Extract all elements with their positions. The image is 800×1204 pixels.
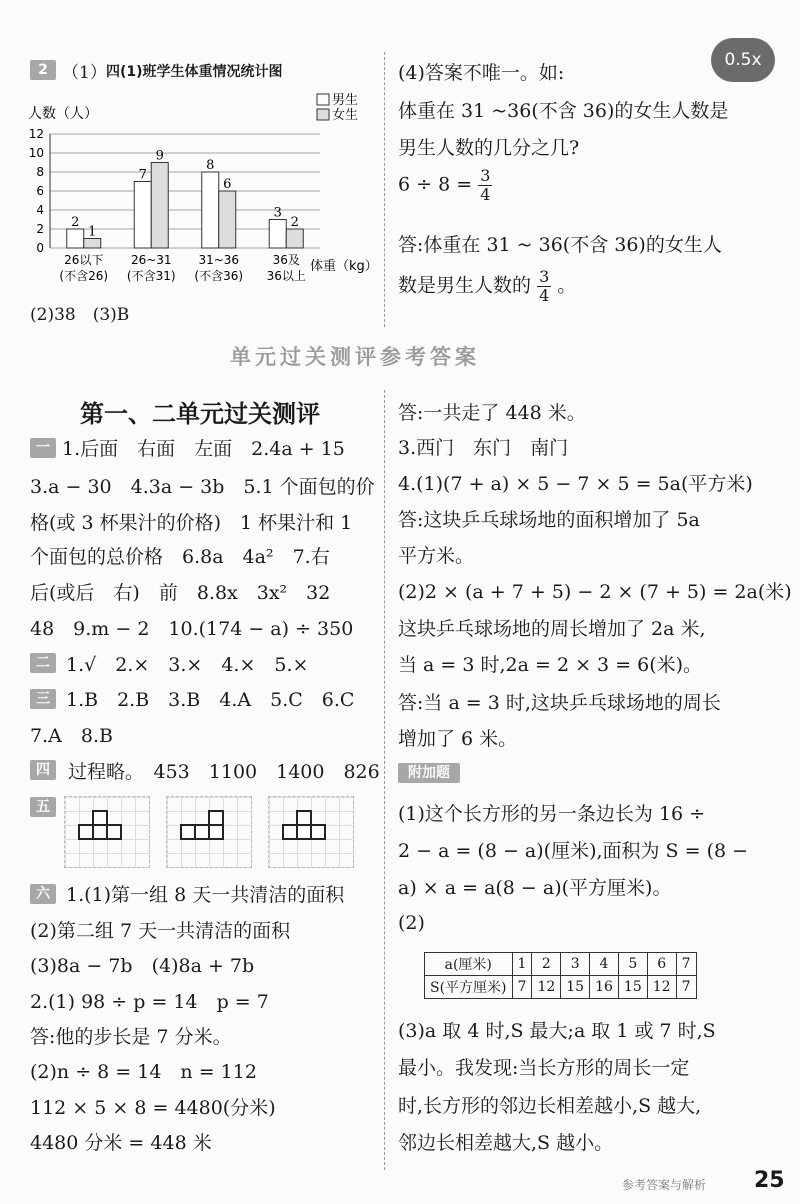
table-cell: 1: [512, 953, 532, 976]
q2-answers: (2)38 (3)B: [30, 305, 130, 325]
bar-boy: [134, 182, 151, 249]
column-divider-top: [384, 52, 385, 327]
answer-line: (1)这个长方形的另一条边长为 16 ÷: [398, 803, 706, 825]
table-cell: 4: [590, 953, 619, 976]
x-tick-label: (不含26): [59, 269, 109, 283]
y-tick-label: 0: [36, 241, 44, 255]
answer-line: 个面包的总价格 6.8a 4a² 7.右: [30, 546, 330, 568]
weight-bar-chart: [20, 88, 380, 298]
bar-value-label: 3: [273, 205, 282, 221]
y-tick-label: 8: [36, 165, 44, 179]
answer-line: 增加了 6 米。: [398, 728, 518, 750]
legend-girl-swatch: [317, 109, 329, 120]
section-badge: 三: [30, 689, 56, 709]
bar-boy: [269, 220, 286, 249]
table-cell: 7: [676, 976, 696, 999]
table-cell: 2: [532, 953, 561, 976]
x-tick-label: 31~36: [198, 253, 240, 267]
table-cell: 5: [618, 953, 647, 976]
x-tick-label: (不含31): [126, 269, 176, 283]
bar-value-label: 2: [290, 215, 299, 230]
answer-line: (2)第二组 7 天一共清洁的面积: [30, 920, 291, 942]
answer-line: 1.(1)第一组 8 天一共清洁的面积: [66, 884, 345, 906]
question-badge: 2: [30, 60, 56, 80]
fraction: $\frac{3}{4}$: [480, 166, 491, 204]
legend-boy-label: 男生: [332, 93, 359, 108]
answer-line: 过程略。 453 1100 1400 826: [68, 761, 380, 783]
answer-line: 最小。我发现:当长方形的周长一定: [398, 1057, 690, 1079]
answer-line: 答:一共走了 448 米。: [398, 402, 586, 424]
answer-line: 1.B 2.B 3.B 4.A 5.C 6.C: [66, 689, 355, 711]
answer-line: 1.√ 2.× 3.× 4.× 5.×: [66, 654, 309, 676]
table-header: a(厘米): [425, 953, 513, 976]
bar-value-label: 6: [223, 177, 232, 192]
answer-line: (4)答案不唯一。如:: [398, 62, 565, 84]
section-title: 单元过关测评参考答案: [230, 345, 480, 369]
x-tick-label: 36及: [272, 253, 300, 267]
fraction: $\frac{3}{4}$: [539, 267, 550, 305]
x-tick-label: (不含36): [194, 269, 244, 283]
table-cell: 16: [590, 976, 619, 999]
bar-boy: [67, 229, 84, 248]
table-cell: 15: [561, 976, 590, 999]
answer-line: 1.后面 右面 左面 2.4a + 15: [62, 438, 345, 460]
answer-text: 数是男生人数的: [398, 274, 532, 297]
table-cell: 6: [647, 953, 676, 976]
section-badge: 一: [30, 438, 56, 458]
unit-title: 第一、二单元过关测评: [80, 400, 320, 428]
table-cell: 15: [618, 976, 647, 999]
answer-line: 3.a − 30 4.3a − 3b 5.1 个面包的价: [30, 476, 375, 498]
answer-line: 3.西门 东门 南门: [398, 437, 569, 459]
answer-line: 时,长方形的邻边长相差越小,S 越大,: [398, 1095, 702, 1117]
answer-line: (3)a 取 4 时,S 最大;a 取 1 或 7 时,S: [398, 1020, 716, 1042]
answer-line: 4480 分米 = 448 米: [30, 1132, 212, 1154]
answer-line: 112 × 5 × 8 = 4480(分米): [30, 1097, 276, 1119]
answer-line: 邻边长相差越大,S 越小。: [398, 1132, 614, 1154]
shape-view-grid: [64, 796, 150, 868]
bar-girl: [219, 191, 236, 248]
bar-girl: [151, 163, 168, 249]
answer-text: 。: [557, 274, 577, 297]
answer-line: 2.(1) 98 ÷ p = 14 p = 7: [30, 991, 269, 1013]
bar-value-label: 9: [155, 148, 164, 164]
section-badge: 六: [30, 884, 56, 904]
footer-label: 参考答案与解析: [622, 1178, 707, 1192]
answer-line: 48 9.m − 2 10.(174 − a) ÷ 350: [30, 618, 354, 640]
answer-line: 答:他的步长是 7 分米。: [30, 1026, 232, 1048]
section-badge: 五: [30, 797, 56, 817]
answer-line: 后(或后 右) 前 8.8x 3x² 32: [30, 582, 331, 604]
bar-value-label: 2: [71, 215, 80, 230]
column-divider-bottom: [384, 390, 385, 1170]
bar-value-label: 8: [206, 158, 215, 173]
bar-value-label: 1: [88, 224, 97, 240]
table-cell: 3: [561, 953, 590, 976]
answer-line: 答:当 a = 3 时,这块乒乓球场地的周长: [398, 692, 721, 714]
section-badge: 二: [30, 653, 56, 673]
x-tick-label: 36以上: [266, 269, 306, 283]
answer-line: 答:体重在 31 ~ 36(不含 36)的女生人: [398, 234, 722, 256]
section-badge: 四: [30, 760, 56, 780]
table-cell: 7: [512, 976, 532, 999]
zoom-indicator[interactable]: 0.5x: [711, 38, 775, 82]
answer-line: 格(或 3 杯果汁的价格) 1 杯果汁和 1: [30, 512, 353, 534]
x-axis-label: 体重（kg）: [310, 259, 378, 274]
answer-line: a) × a = a(8 − a)(平方厘米)。: [398, 877, 672, 899]
shape-view-grid: [166, 796, 252, 868]
table-cell: 7: [676, 953, 696, 976]
y-axis-label: 人数（人）: [28, 106, 98, 122]
answer-line: (2)n ÷ 8 = 14 n = 112: [30, 1061, 257, 1083]
answer-line: 7.A 8.B: [30, 725, 113, 747]
x-tick-label: 26以下: [64, 253, 104, 267]
y-tick-label: 10: [28, 146, 44, 160]
y-tick-label: 4: [36, 203, 44, 217]
part-label: （1）: [62, 63, 107, 83]
answer-line: (2): [398, 912, 425, 934]
y-tick-label: 2: [36, 222, 44, 236]
legend-boy-swatch: [317, 94, 329, 105]
fraction-line: [398, 268, 576, 305]
x-tick-label: 26~31: [130, 253, 172, 267]
answer-line: 体重在 31 ~36(不含 36)的女生人数是: [398, 100, 729, 122]
extra-question-badge: 附加题: [398, 763, 460, 783]
answer-line: 2 − a = (8 − a)(厘米),面积为 S = (8 −: [398, 840, 749, 862]
answer-line: 男生人数的几分之几?: [398, 137, 580, 159]
answer-line: 4.(1)(7 + a) × 5 − 7 × 5 = 5a(平方米): [398, 473, 753, 495]
answer-line: 平方米。: [398, 545, 475, 567]
bar-value-label: 7: [138, 167, 147, 183]
table-header: S(平方厘米): [425, 976, 513, 999]
bar-girl: [84, 239, 101, 249]
y-tick-label: 6: [36, 184, 44, 198]
shape-view-grid: [268, 796, 354, 868]
fraction-line: [398, 167, 492, 204]
answer-line: (3)8a − 7b (4)8a + 7b: [30, 955, 255, 977]
answer-line: 当 a = 3 时,2a = 2 × 3 = 6(米)。: [398, 654, 703, 676]
table-cell: 12: [647, 976, 676, 999]
answer-line: (2)2 × (a + 7 + 5) − 2 × (7 + 5) = 2a(米): [398, 581, 792, 603]
legend-girl-label: 女生: [332, 108, 359, 123]
bar-girl: [286, 229, 303, 248]
equation-text: 6 ÷ 8 =: [398, 173, 473, 196]
page-number: 25: [754, 1168, 785, 1193]
answer-line: 这块乒乓球场地的周长增加了 2a 米,: [398, 618, 706, 640]
y-tick-label: 12: [28, 127, 44, 141]
area-table: [424, 952, 697, 999]
answer-line: 答:这块乒乓球场地的面积增加了 5a: [398, 509, 700, 531]
chart-title: 四(1)班学生体重情况统计图: [106, 64, 283, 80]
bar-boy: [202, 172, 219, 248]
table-cell: 12: [532, 976, 561, 999]
